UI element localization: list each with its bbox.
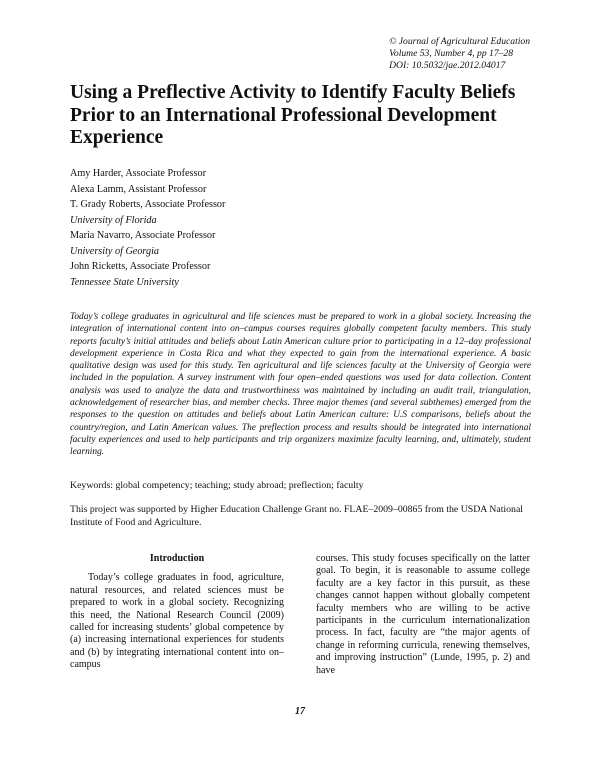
- body-paragraph: Today’s college graduates in food, agriculture, natural resources, and related sciences must be prepared to work in a global society. Recognizing this need, the National Research Council (2009) called for increasing students’ global competence by (a) increasing international experiences for students and (b) by integrating international content into on–campus: [70, 572, 284, 671]
- abstract: Today’s college graduates in agricultural and life sciences must be prepared to work in a global society. Increasing the integration of international content into on–campus courses requires globally competent faculty members. This study reports faculty’s initial attitudes and beliefs about Latin American culture prior to participating in a 12–day professional development experience in Costa Rica and what they expected to gain from the international experience. A basic qualitative design was used for this study. Ten agricultural and life sciences faculty at the University of Georgia were included in the population. A survey instrument with four open–ended questions was used for data collection. Content analysis was used to analyze the data and trustworthiness was maintained by including an audit trail, triangulation, acknowledgement of researcher bias, and member checks. Three major themes (and several subthemes) emerged from the responses to the question on attitudes and beliefs about Latin American culture: U.S comparisons, beliefs about the country/region, and Latin American values. The preflection process and results should be integrated into international faculty experiences and used to help participants and trip organizers maximize faculty learning, and, ultimately, student learning.: [70, 312, 531, 458]
- author-line: Alexa Lamm, Assistant Professor: [70, 183, 207, 195]
- body-paragraph: courses. This study focuses specifically on the latter goal. To begin, it is reasonable to assume college faculty are a key factor in this pursuit, as these changes cannot happen without globally competent faculty members who are willing to be active participants in the curriculum internationalization process. In fact, faculty are “the major agents of change in reforming curricula, renewing themselves, and improving instruction” (Lunde, 1995, p. 2) and have: [316, 553, 530, 676]
- institution-line: Tennessee State University: [70, 276, 179, 288]
- author-list: [70, 166, 225, 290]
- institution-line: University of Georgia: [70, 245, 160, 257]
- institution-line: University of Florida: [70, 214, 157, 226]
- section-heading: Introduction: [149, 553, 205, 564]
- body-column-left: [70, 553, 284, 672]
- author-line: Amy Harder, Associate Professor: [70, 168, 206, 179]
- journal-name: © Journal of Agricultural Education: [389, 36, 530, 47]
- page-number: 17: [295, 706, 305, 717]
- funding-note: This project was supported by Higher Education Challenge Grant no. FLAE–2009–00865 from the USDA National Institute of Food and Agriculture.: [70, 504, 524, 528]
- journal-volume: Volume 53, Number 4, pp 17–28: [389, 48, 514, 59]
- journal-doi: DOI: 10.5032/jae.2012.04017: [389, 60, 506, 71]
- article-title: Using a Preflective Activity to Identify Faculty Beliefs Prior to an International Professional Development Experience: [70, 82, 516, 148]
- journal-header: [389, 36, 530, 72]
- author-line: Maria Navarro, Associate Professor: [70, 230, 216, 241]
- author-line: John Ricketts, Associate Professor: [70, 261, 211, 272]
- body-column-right: [316, 553, 530, 677]
- author-line: T. Grady Roberts, Associate Professor: [70, 199, 226, 210]
- keywords: Keywords: global competency; teaching; study abroad; preflection; faculty: [70, 480, 364, 491]
